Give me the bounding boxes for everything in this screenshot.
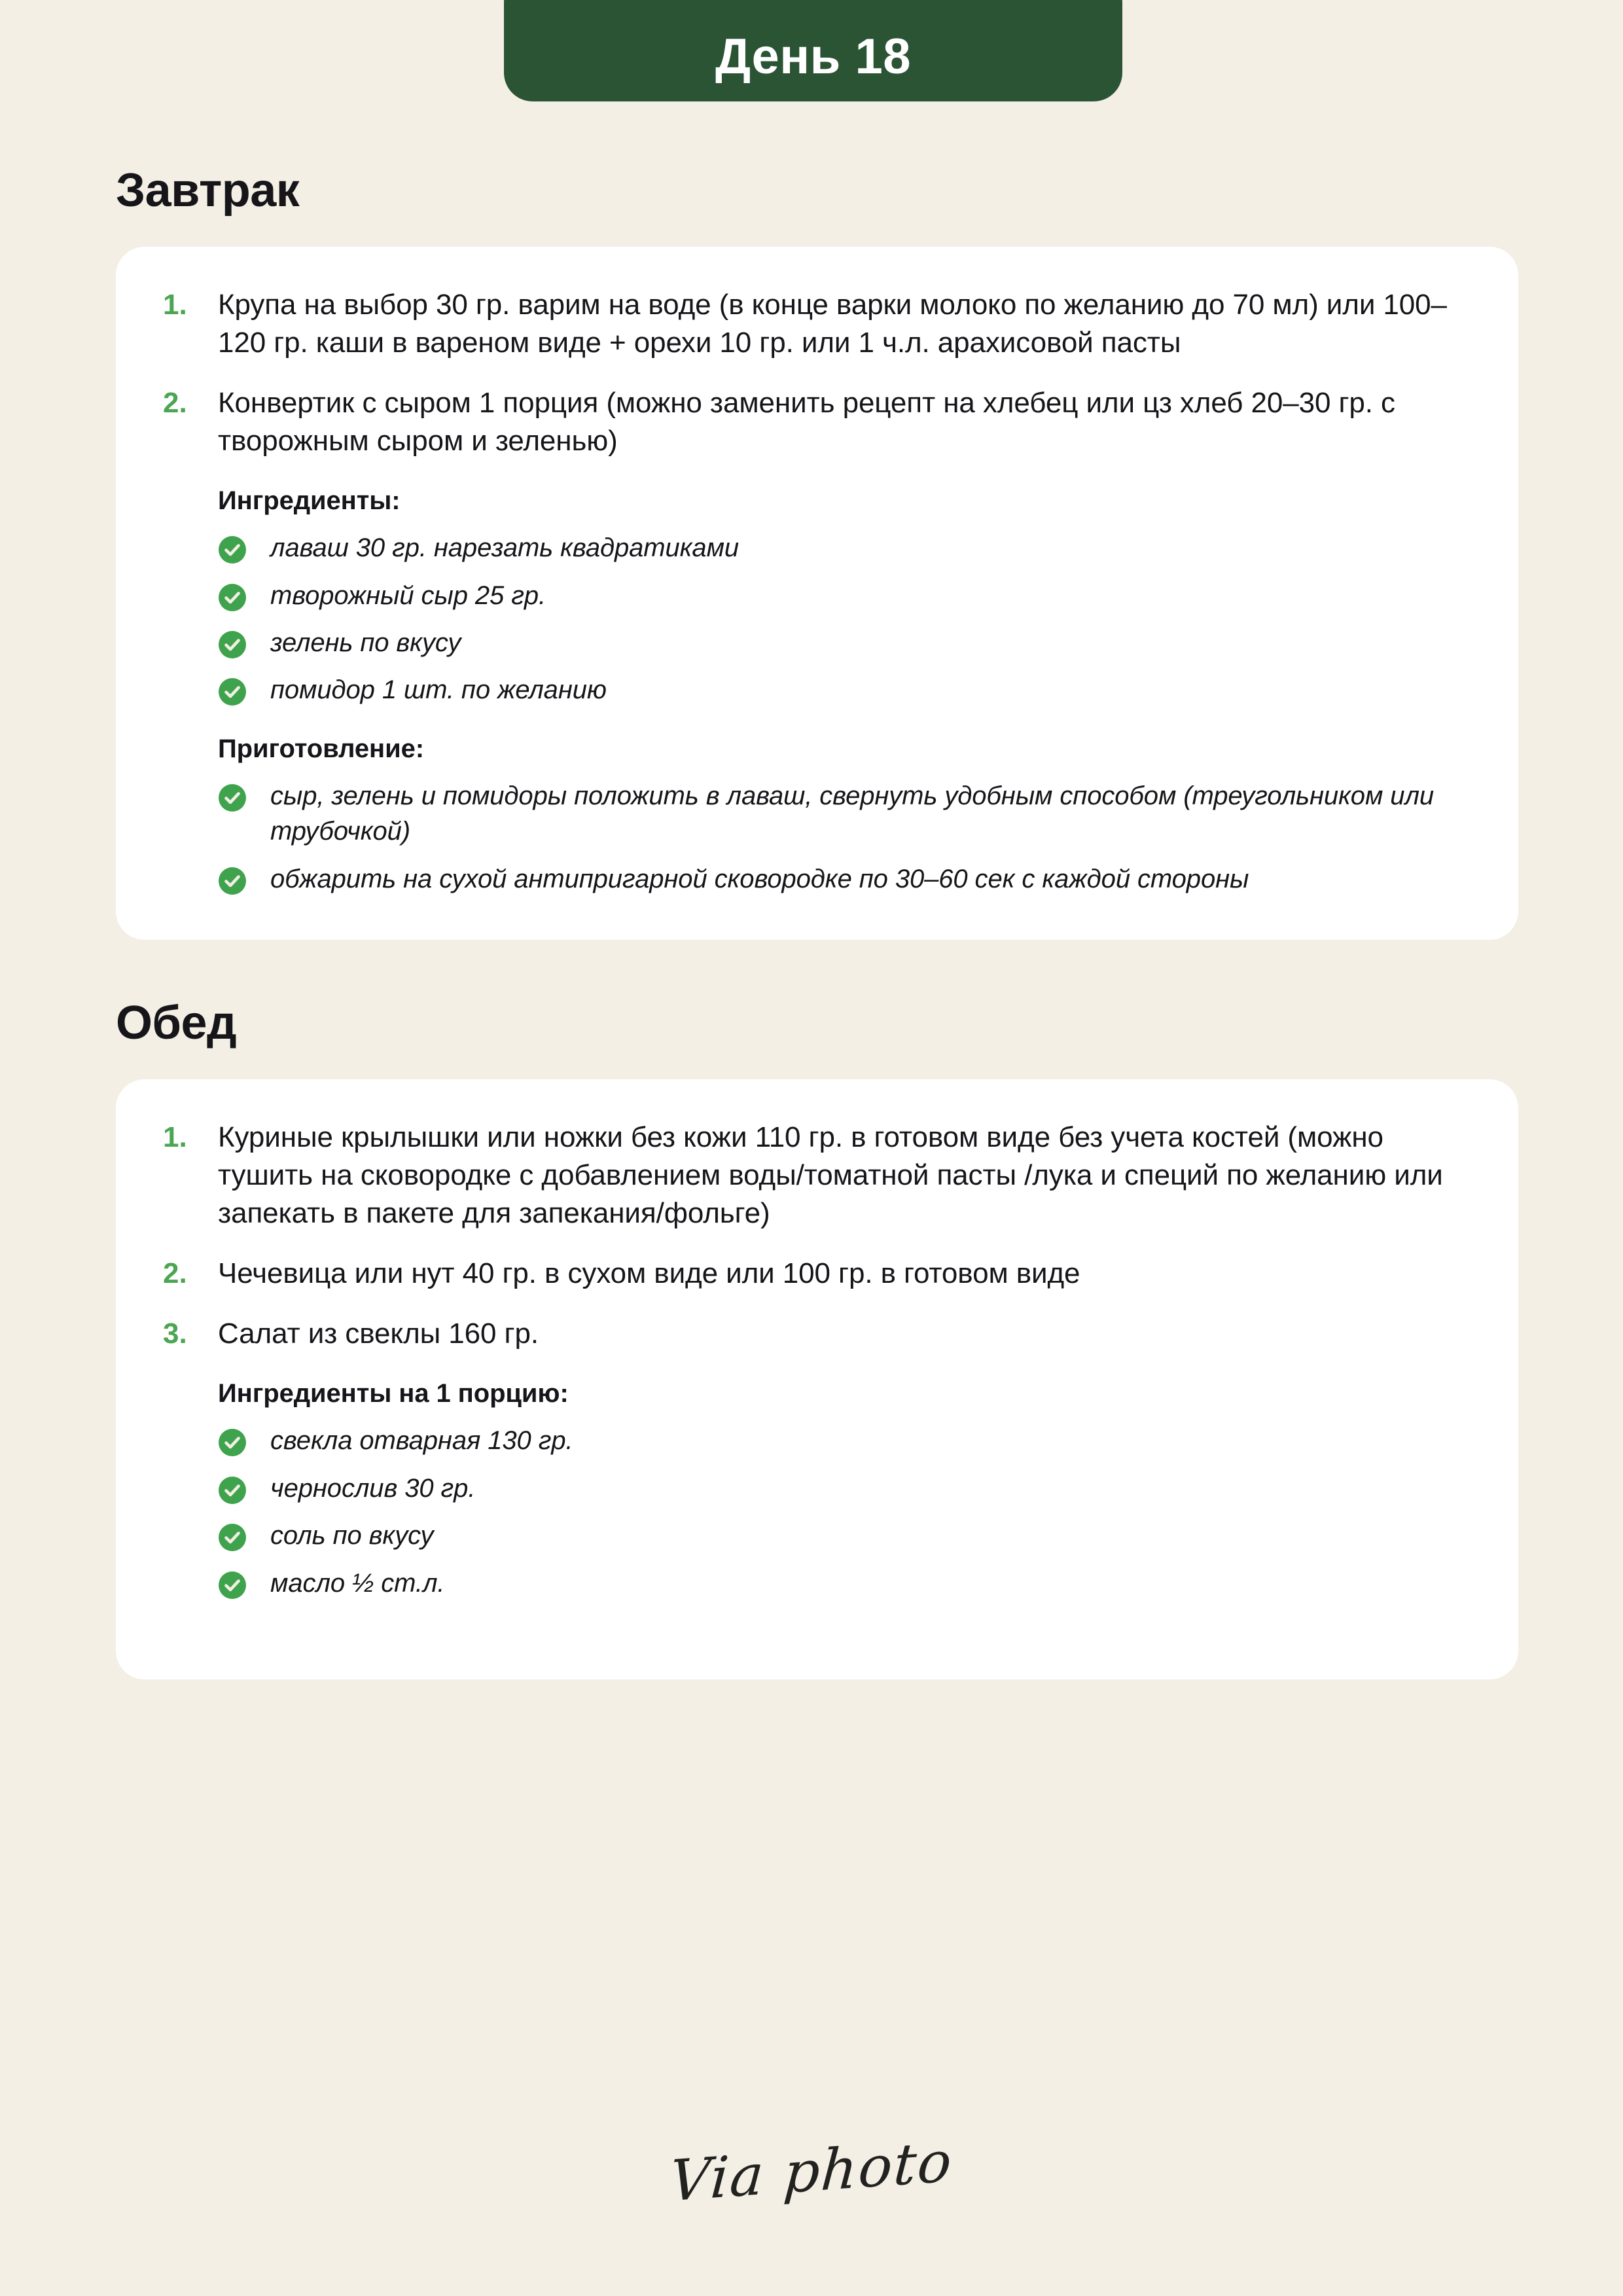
- check-circle-icon: [218, 1428, 247, 1457]
- list-item: [155, 1119, 1472, 1232]
- check-circle-icon: [218, 867, 247, 895]
- check-circle-icon: [218, 783, 247, 812]
- list-item: [155, 1315, 1472, 1601]
- check-item-label: свекла отварная 130 гр.: [270, 1426, 573, 1456]
- list-item: [218, 578, 1472, 613]
- section-title-breakfast: Завтрак: [116, 164, 300, 217]
- check-list: [218, 530, 1472, 708]
- preparation-block: [218, 734, 1472, 897]
- check-item-label: обжарить на сухой антипригарной сковородке по 30–60 сек с каждой стороны: [270, 864, 1249, 893]
- list-item: [218, 1471, 1472, 1506]
- list-item: [218, 530, 1472, 565]
- item-number: 2.: [163, 387, 187, 420]
- item-body: [218, 286, 1472, 362]
- breakfast-card: [116, 247, 1518, 940]
- check-item-label: чернослив 30 гр.: [270, 1473, 476, 1503]
- check-item-label: помидор 1 шт. по желанию: [270, 675, 607, 705]
- item-body: [218, 384, 1472, 897]
- section-breakfast: [0, 101, 1623, 940]
- check-item-label: масло ½ ст.л.: [270, 1568, 445, 1598]
- sub-heading: Приготовление:: [218, 734, 424, 763]
- ingredients-block: [218, 486, 1472, 708]
- item-number: 1.: [163, 1121, 187, 1154]
- sub-heading: Ингредиенты:: [218, 486, 401, 516]
- check-circle-icon: [218, 1523, 247, 1552]
- sub-heading: Ингредиенты на 1 порцию:: [218, 1379, 569, 1408]
- lunch-card: [116, 1079, 1518, 1679]
- item-number: 1.: [163, 289, 187, 321]
- header-banner-row: [0, 0, 1623, 101]
- list-item: [155, 286, 1472, 362]
- item-text: Куриные крылышки или ножки без кожи 110 гр. в готовом виде без учета костей (можно тушить на сковородке с добавлением воды/томатной пасты /лука и специй по желанию или запекать в пакете для запекания/фольге): [218, 1121, 1443, 1230]
- item-text: Конвертик с сыром 1 порция (можно заменить рецепт на хлебец или цз хлеб 20–30 гр. с творожным сыром и зеленью): [218, 387, 1395, 457]
- item-text: Салат из свеклы 160 гр.: [218, 1318, 539, 1350]
- check-circle-icon: [218, 1476, 247, 1505]
- check-item-label: соль по вкусу: [270, 1521, 434, 1551]
- list-item: [218, 1566, 1472, 1601]
- check-item-label: творожный сыр 25 гр.: [270, 581, 546, 610]
- day-title: День 18: [715, 29, 912, 84]
- via-photo-watermark: Via photo: [668, 2128, 955, 2215]
- check-circle-icon: [218, 677, 247, 706]
- ingredients-block: [218, 1379, 1472, 1601]
- item-number: 2.: [163, 1257, 187, 1290]
- item-body: [218, 1119, 1472, 1232]
- day-banner: [504, 0, 1122, 101]
- item-body: [218, 1255, 1472, 1293]
- list-item: [155, 1255, 1472, 1293]
- list-item: [218, 672, 1472, 708]
- section-title-lunch: Обед: [116, 997, 237, 1050]
- list-item: [218, 625, 1472, 660]
- list-item: [155, 384, 1472, 897]
- watermark-container: [0, 2128, 1623, 2215]
- check-circle-icon: [218, 583, 247, 612]
- item-text: Крупа на выбор 30 гр. варим на воде (в конце варки молоко по желанию до 70 мл) или 100–120 гр. каши в вареном виде + орехи 10 гр. или 1 ч.л. арахисовой пасты: [218, 289, 1447, 359]
- item-number: 3.: [163, 1318, 187, 1350]
- list-item: [218, 1518, 1472, 1553]
- page-content: [0, 101, 1623, 1679]
- check-item-label: сыр, зелень и помидоры положить в лаваш, свернуть удобным способом (треугольником или трубочкой): [270, 781, 1435, 846]
- item-text: Чечевица или нут 40 гр. в сухом виде или 100 гр. в готовом виде: [218, 1257, 1080, 1290]
- check-circle-icon: [218, 630, 247, 659]
- check-list: [218, 1423, 1472, 1601]
- list-item: [218, 1423, 1472, 1458]
- section-lunch: [0, 940, 1623, 1679]
- check-circle-icon: [218, 535, 247, 564]
- item-body: [218, 1315, 1472, 1601]
- check-item-label: зелень по вкусу: [270, 628, 461, 658]
- check-circle-icon: [218, 1571, 247, 1600]
- check-list: [218, 778, 1472, 897]
- list-item: [218, 778, 1472, 850]
- list-item: [218, 861, 1472, 897]
- check-item-label: лаваш 30 гр. нарезать квадратиками: [270, 533, 740, 563]
